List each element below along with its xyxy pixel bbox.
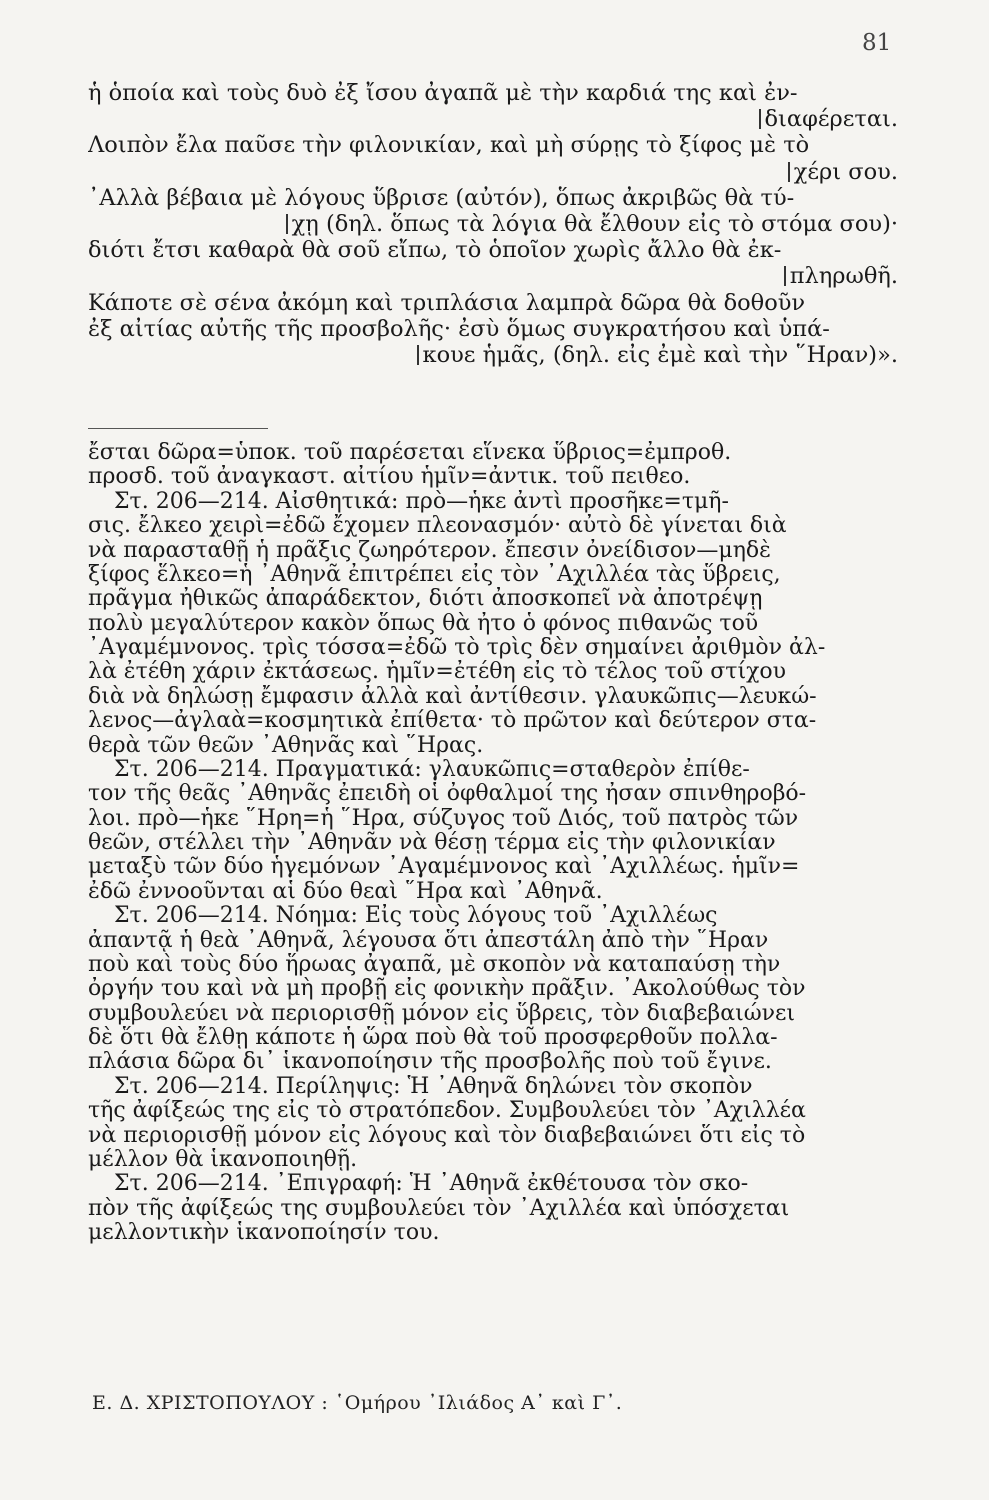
poem-line-text: ᾿Αλλὰ βέβαια μὲ λόγους ὕβρισε (αὐτόν), ὅπως ἀκριβῶς θὰ τύ- — [88, 184, 795, 211]
poem-line-text: χέρι σου. — [793, 158, 898, 185]
note-line: Στ. 206—214. Περίληψις: Ἡ ᾿Αθηνᾶ δηλώνει τὸν σκοπὸν — [114, 1074, 753, 1099]
note-line: διὰ νὰ δηλώσῃ ἔμφασιν ἀλλὰ καὶ ἀντίθεσιν. γλαυκῶπις—λευκώ- — [88, 684, 817, 709]
poem-line-text: διότι ἔτσι καθαρὰ θὰ σοῦ εἴπω, τὸ ὁποῖον χωρὶς ἄλλο θὰ ἐκ- — [88, 237, 782, 264]
note-line: συμβουλεύει νὰ περιορισθῇ μόνον εἰς ὕβρεις, τὸν διαβεβαιώνει — [88, 1001, 796, 1026]
note-line: μελλοντικὴν ἱκανοποίησίν του. — [88, 1221, 440, 1245]
poem-line-text: Λοιπὸν ἔλα παῦσε τὴν φιλονικίαν, καὶ μὴ σύρῃς τὸ ξίφος μὲ τὸ — [88, 132, 810, 159]
poem-line — [88, 80, 918, 106]
note-line: πλάσια δῶρα δι᾿ ἱκανοποίησιν τῆς προσβολῆς ποὺ τοῦ ἔγινε. — [88, 1050, 772, 1075]
note-line: Στ. 206—214. Αἰσθητικά: πρὸ—ἧκε ἀντὶ προσῆκε=τμῆ- — [114, 489, 729, 514]
note-line: τῆς ἀφίξεώς της εἰς τὸ στρατόπεδον. Συμβουλεύει τὸν ᾿Αχιλλέα — [88, 1099, 806, 1124]
poem-line — [88, 263, 918, 289]
note-line: λενος—ἀγλαὰ=κοσμητικὰ ἐπίθετα· τὸ πρῶτον καὶ δεύτερον στα- — [88, 709, 817, 734]
note-line: ποὺ καὶ τοὺς δύο ἥρωας ἀγαπᾶ, μὲ σκοπὸν νὰ καταπαύσῃ τὴν — [88, 952, 781, 977]
poem-line — [88, 342, 918, 368]
poem-line — [88, 290, 918, 316]
note-line: δὲ ὅτι θὰ ἔλθῃ κάποτε ἡ ὥρα ποὺ θὰ τοῦ προσφερθοῦν πολλα- — [88, 1026, 778, 1050]
poem-line — [88, 106, 918, 132]
continuation-bar — [788, 162, 790, 182]
poem-line-text: ἐξ αἰτίας αὐτῆς τῆς προσβολῆς· ἐσὺ ὅμως συγκρατήσου καὶ ὑπά- — [88, 315, 830, 342]
poem-line — [88, 316, 918, 342]
note-line: ἐδῶ ἐννοοῦνται αἱ δύο θεαὶ ῞Ηρα καὶ ᾿Αθηνᾶ. — [88, 879, 603, 904]
continuation-bar — [417, 345, 419, 365]
note-line: Στ. 206—214. Πραγματικά: γλαυκῶπις=σταθερὸν ἐπίθε- — [114, 757, 750, 782]
note-line: τον τῆς θεᾶς ᾿Αθηνᾶς ἐπειδὴ οἱ ὀφθαλμοί της ἦσαν σπινθηροβό- — [88, 782, 807, 807]
note-line: λοι. πρὸ—ἧκε ῞Ηρη=ἡ ῞Ηρα, σύζυγος τοῦ Διός, τοῦ πατρὸς τῶν — [88, 806, 799, 831]
poem-line-text: Κάποτε σὲ σένα ἀκόμη καὶ τριπλάσια λαμπρὰ δῶρα θὰ δοθοῦν — [88, 289, 806, 316]
note-line: ἀπαντᾷ ἡ θεὰ ᾿Αθηνᾶ, λέγουσα ὅτι ἀπεστάλη ἀπὸ τὴν ῞Ηραν — [88, 928, 769, 953]
poem-line-text: κουε ἡμᾶς, (δηλ. εἰς ἐμὲ καὶ τὴν ῞Ηραν)». — [422, 341, 898, 368]
note-line: ξίφος ἕλκεο=ἡ ᾿Αθηνᾶ ἐπιτρέπει εἰς τὸν ᾿Αχιλλέα τὰς ὕβρεις, — [88, 562, 781, 587]
note-line: ὀργήν του καὶ νὰ μὴ προβῇ εἰς φονικὴν πρᾶξιν. ᾿Ακολούθως τὸν — [88, 977, 806, 1002]
poem-line-text: ἡ ὁποία καὶ τοὺς δυὸ ἐξ ἴσου ἀγαπᾶ μὲ τὴν καρδιά της καὶ ἐν- — [88, 80, 798, 106]
note-line: νὰ παρασταθῇ ἡ πρᾶξις ζωηρότερον. ἔπεσιν ὀνείδισον—μηδὲ — [88, 538, 771, 563]
poem-line-text: διαφέρεται. — [764, 106, 898, 133]
poem-line — [88, 185, 918, 211]
note-line: πρᾶγμα ἠθικῶς ἀπαράδεκτον, διότι ἀποσκοπεῖ νὰ ἀποτρέψῃ — [88, 587, 763, 612]
page-footer: Ε. Δ. ΧΡΙΣΤΟΠΟΥΛΟΥ : ῾Ομήρου ᾿Ιλιάδος Α᾿ καὶ Γ᾿. — [92, 1392, 623, 1414]
poem-line — [88, 237, 918, 263]
poem-line — [88, 159, 918, 185]
poem-line-text: χῃ (δηλ. ὅπως τὰ λόγια θὰ ἔλθουν εἰς τὸ στόμα σου)· — [291, 210, 898, 237]
page-number: 81 — [862, 30, 892, 56]
commentary-notes — [88, 441, 908, 1245]
note-line: λὰ ἐτέθη χάριν ἐκτάσεως. ἡμῖν=ἐτέθη εἰς τὸ τέλος τοῦ στίχου — [88, 660, 787, 685]
note-line: πὸν τῆς ἀφίξεώς της συμβουλεύει τὸν ᾿Αχιλλέα καὶ ὑπόσχεται — [88, 1196, 790, 1221]
poem-translation — [88, 80, 918, 368]
continuation-bar — [784, 266, 786, 286]
note-line: ἔσται δῶρα=ὑποκ. τοῦ παρέσεται εἵνεκα ὕβριος=ἐμπροθ. — [88, 441, 732, 465]
note-line: νὰ περιορισθῇ μόνον εἰς λόγους καὶ τὸν διαβεβαιώνει ὅτι εἰς τὸ — [88, 1123, 806, 1148]
note-line: μεταξὺ τῶν δύο ἡγεμόνων ᾿Αγαμέμνονος καὶ ᾿Αχιλλέως. ἡμῖν= — [88, 855, 800, 880]
note-line: σις. ἔλκεο χειρὶ=ἐδῶ ἔχομεν πλεονασμόν· αὐτὸ δὲ γίνεται διὰ — [88, 514, 787, 539]
note-line: μέλλον θὰ ἱκανοποιηθῇ. — [88, 1147, 358, 1172]
note-line: Στ. 206—214. Νόημα: Εἰς τοὺς λόγους τοῦ ᾿Αχιλλέως — [114, 904, 718, 929]
note-line: πολὺ μεγαλύτερον κακὸν ὅπως θὰ ἦτο ὁ φόνος πιθανῶς τοῦ — [88, 611, 759, 636]
poem-line — [88, 132, 918, 158]
continuation-bar — [759, 109, 761, 129]
separator-rule — [88, 428, 268, 429]
note-line: θερὰ τῶν θεῶν ᾿Αθηνᾶς καὶ ῞Ηρας. — [88, 733, 484, 758]
note-line: ᾿Αγαμέμνονος. τρὶς τόσσα=ἐδῶ τὸ τρὶς δὲν σημαίνει ἀριθμὸν ἀλ- — [88, 636, 826, 660]
continuation-bar — [286, 214, 288, 234]
poem-line — [88, 211, 918, 237]
note-line: Στ. 206—214. ᾿Επιγραφή: Ἡ ᾿Αθηνᾶ ἐκθέτουσα τὸν σκο- — [114, 1172, 749, 1197]
poem-line-text: πληρωθῆ. — [789, 263, 898, 290]
note-line: θεῶν, στέλλει τὴν ᾿Αθηνᾶν νὰ θέσῃ τέρμα εἰς τὴν φιλονικίαν — [88, 831, 776, 855]
note-line: προσδ. τοῦ ἀναγκαστ. αἰτίου ἡμῖν=ἀντικ. τοῦ πειθεο. — [88, 465, 691, 490]
